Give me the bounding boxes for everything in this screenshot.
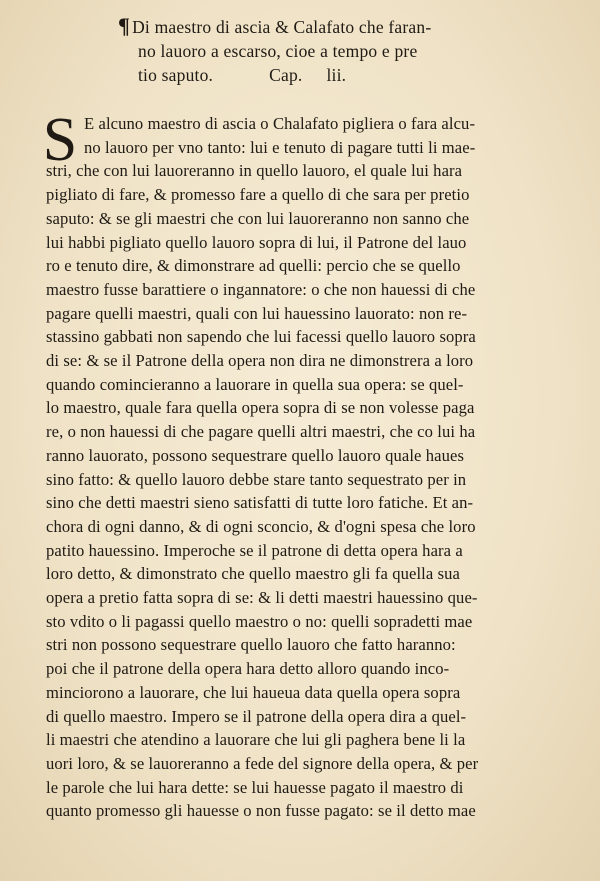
body-line: maestro fusse barattiere o ingannatore: o che non hauessi di che (46, 279, 476, 299)
heading-line-2: no lauoro a escarso, cioe a tempo e pre (138, 41, 418, 61)
body-line: patito hauessino. Imperoche se il patrone di detta opera hara a (46, 540, 463, 560)
body-line: ranno lauorato, possono sequestrare quello lauoro quale haues (46, 445, 465, 465)
body-line: pigliato di fare, & promesso fare a quello di che sara per pretio (46, 185, 470, 205)
body-line: stassino gabbati non sapendo che lui facessi quello lauoro sopra (46, 327, 476, 347)
body-line: lo maestro, quale fara quella opera sopra di se non volesse paga (46, 398, 475, 418)
body-line: pagare quelli maestri, quali con lui hauessino lauorato: non re- (46, 303, 468, 323)
drop-cap-initial: S (42, 106, 78, 174)
chapter-label: Cap. (269, 65, 303, 85)
body-line: lui habbi pigliato quello lauoro sopra di lui, il Patrone del lauo (46, 232, 467, 252)
pilcrow-icon: ¶ (118, 13, 131, 38)
body-line: sino che detti maestri sieno satisfatti di tutte loro fatiche. Et an- (46, 493, 474, 513)
heading-line-3 (118, 63, 548, 87)
body-line: poi che il patrone della opera hara detto alloro quando inco- (46, 659, 450, 679)
body-line: re, o non hauessi di che pagare quelli altri maestri, che co lui ha (46, 422, 476, 442)
body-line: saputo: & se gli maestri che con lui lauoreranno non sanno che (46, 208, 470, 228)
heading-text-3: tio saputo. (138, 65, 214, 85)
body-line: E alcuno maestro di ascia o Chalafato pigliera o fara alcu- (84, 114, 476, 133)
chapter-heading (118, 14, 548, 87)
body-line: opera a pretio fatta sopra di se: & li detti maestri hauessino que- (46, 588, 478, 608)
body-line: chora di ogni danno, & di ogni sconcio, & d'ogni spesa che loro (46, 516, 476, 536)
body-line: le parole che lui hara dette: se lui hauesse pagato il maestro di (46, 777, 464, 797)
body-line: no lauoro per vno tanto: lui e tenuto di pagare tutti li mae- (84, 137, 476, 157)
chapter-number: lii. (326, 65, 347, 85)
body-line: loro detto, & dimonstrato che quello maestro gli fa quella sua (46, 564, 461, 584)
body-line: quando comincieranno a lauorare in quella sua opera: se quel- (46, 374, 464, 394)
heading-text-1: Di maestro di ascia & Calafato che faran- (132, 17, 432, 37)
body-line: li maestri che atendino a lauorare che lui gli paghera bene li la (46, 730, 466, 750)
body-line: stri non possono sequestrare quello lauoro che fatto haranno: (46, 635, 456, 655)
body-text (46, 112, 574, 823)
body-line: sto vdito o li pagassi quello maestro o no: quelli sopradetti mae (46, 611, 473, 631)
body-line: ro e tenuto dire, & dimonstrare ad quelli: percio che se quello (46, 256, 461, 276)
body-line: uori loro, & se lauoreranno a fede del signore della opera, & per (46, 753, 479, 773)
body-line: minciorono a lauorare, che lui haueua data quella opera sopra (46, 682, 461, 702)
body-line: di quello maestro. Impero se il patrone della opera dira a quel- (46, 706, 467, 726)
body-line: di se: & se il Patrone della opera non dira ne dimonstrera a loro (46, 351, 474, 371)
body-line: quanto promesso gli hauesse o non fusse pagato: se il detto mae (46, 801, 476, 821)
heading-line-1 (118, 14, 548, 39)
body-line: sino fatto: & quello lauoro debbe stare tanto sequestrato per in (46, 469, 467, 489)
body-line: stri, che con lui lauoreranno in quello lauoro, el quale lui hara (46, 161, 463, 181)
